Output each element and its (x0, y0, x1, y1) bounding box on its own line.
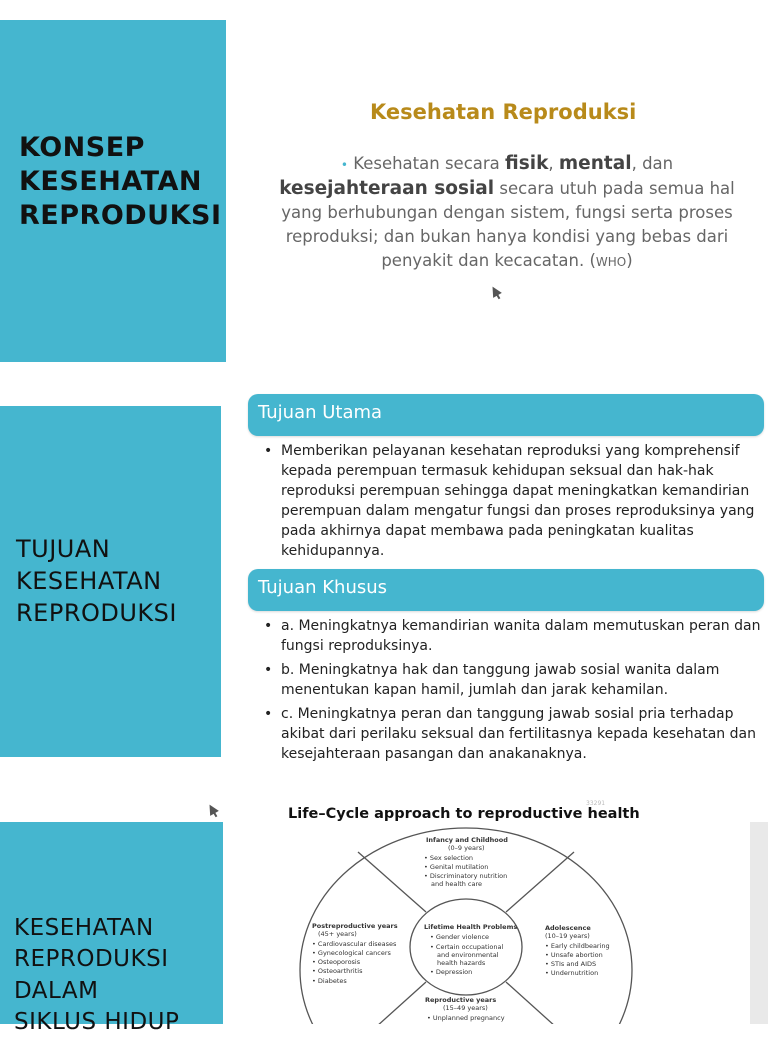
bullet: • (340, 158, 348, 172)
slide2-title-line-1: TUJUAN (16, 535, 111, 563)
infancy-item: • Discriminatory nutrition (424, 872, 508, 880)
reproductive-title: Reproductive years (425, 996, 497, 1004)
infancy-item: • Sex selection (424, 854, 474, 862)
divider-line (506, 852, 574, 912)
postreproductive-age: (45+ years) (318, 930, 357, 938)
tujuan-khusus-header: Tujuan Khusus (248, 569, 764, 611)
infancy-age: (0–9 years) (448, 844, 485, 852)
adolescence-item: • Early childbearing (545, 942, 610, 950)
slide2-title-line-2: KESEHATAN (16, 567, 162, 595)
reproductive-item: • Unplanned pregnancy (427, 1014, 505, 1022)
slide1-title-line-3: REPRODUKSI (19, 200, 222, 231)
lifetime-item: health hazards (437, 959, 486, 967)
lifetime-item: • Certain occupational (430, 943, 504, 951)
diagram-title: Life–Cycle approach to reproductive health (288, 806, 640, 822)
postreproductive-item: • Gynecological cancers (312, 949, 391, 957)
scroll-edge (750, 822, 768, 1024)
divider-line (506, 982, 556, 1024)
divider-line (376, 982, 426, 1024)
slide3-title-line-3: DALAM (14, 978, 99, 1004)
postreproductive-item: • Diabetes (312, 977, 347, 985)
slide1-definition: • Kesehatan secara fisik, mental, dan kesejahteraan sosial secara utuh pada semua hal yang berhubungan dengan sistem, fungsi serta proses reproduksi; dan bukan hanya kondisi yang bebas dari penyakit dan kecacatan. (WHO) (279, 153, 735, 270)
divider-line (358, 852, 426, 912)
mouse-cursor-icon (205, 802, 219, 816)
life-cycle-diagram (296, 822, 636, 1024)
page-number: 33291 (586, 800, 606, 807)
slide2-title-line-3: REPRODUKSI (16, 599, 177, 627)
slide3-title-line-4: SIKLUS HIDUP (14, 1009, 180, 1035)
adolescence-title: Adolescence (545, 924, 591, 932)
list-item: • c. Meningkatnya peran dan tanggung jawab sosial pria terhadap akibat dari perilaku seksual dan fertilitasnya kepada kesehatan dan kesejahteraan pasangan dan anakanaknya. (262, 704, 762, 764)
tujuan-utama-header: Tujuan Utama (248, 394, 764, 436)
adolescence-item: • Unsafe abortion (545, 951, 603, 959)
lifetime-item: • Depression (430, 968, 473, 976)
adolescence-age: (10–19 years) (545, 932, 590, 940)
postreproductive-item: • Cardiovascular diseases (312, 940, 397, 948)
postreproductive-title: Postreproductive years (312, 922, 398, 930)
slide1-title-line-2: KESEHATAN (19, 166, 202, 197)
tujuan-utama-list (262, 441, 762, 565)
slide3-title-line-1: KESEHATAN (14, 915, 154, 941)
infancy-item: • Genital mutilation (424, 863, 489, 871)
adolescence-item: • STIs and AIDS (545, 960, 597, 968)
lifetime-title: Lifetime Health Problems (424, 923, 518, 931)
list-item: • a. Meningkatnya kemandirian wanita dalam memutuskan peran dan fungsi reproduksinya. (262, 616, 762, 656)
slide1-title-line-1: KONSEP (19, 132, 145, 163)
adolescence-item: • Undernutrition (545, 969, 599, 977)
infancy-item: and health care (431, 880, 483, 888)
mouse-cursor-icon (488, 284, 502, 298)
lifetime-item: • Gender violence (430, 933, 490, 941)
postreproductive-item: • Osteoarthritis (312, 967, 363, 975)
lifetime-item: and environmental (437, 951, 499, 959)
reproductive-age: (15–49 years) (443, 1004, 488, 1012)
slide1-heading: Kesehatan Reproduksi (370, 100, 637, 124)
list-item: • b. Meningkatnya hak dan tanggung jawab sosial wanita dalam menentukan kapan hamil, jumlah dan jarak kehamilan. (262, 660, 762, 700)
list-item: • Memberikan pelayanan kesehatan reproduksi yang komprehensif kepada perempuan termasuk kehidupan seksual dan hak-hak reproduksi perempuan sehingga dapat meningkatkan kemandirian perempuan dalam mengatur fungsi dan proses reproduksinya yang pada akhirnya dapat membawa pada peningkatan kualitas kehidupannya. (262, 441, 762, 561)
infancy-title: Infancy and Childhood (426, 836, 508, 844)
postreproductive-item: • Osteoporosis (312, 958, 361, 966)
tujuan-khusus-list (262, 616, 762, 768)
slide3-title-line-2: REPRODUKSI (14, 946, 169, 972)
